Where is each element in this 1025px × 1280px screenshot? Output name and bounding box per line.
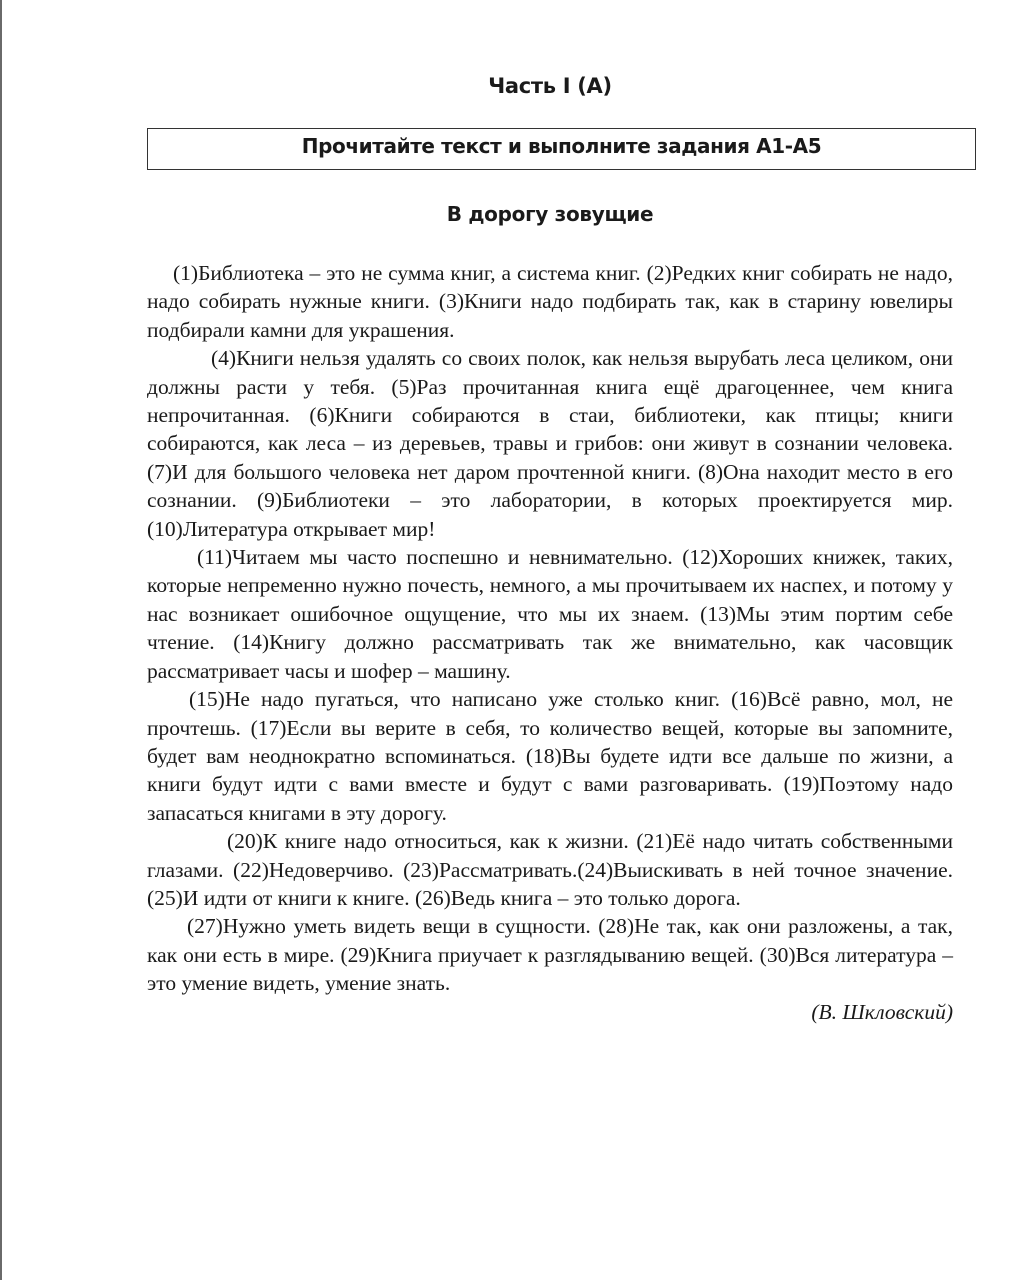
page-left-edge	[0, 0, 2, 1280]
part-title: Часть I (А)	[488, 74, 612, 98]
author-signature: (В. Шкловский)	[811, 999, 953, 1024]
task-instruction-box: Прочитайте текст и выполните задания А1-А5	[147, 128, 976, 170]
paragraph-6: (27)Нужно уметь видеть вещи в сущности. (28)Не так, как они разложены, а так, как они есть в мире. (29)Книга приучает к разглядыванию вещей. (30)Вся литература – это умение видеть, умение знать.	[147, 914, 953, 996]
paragraph-5: (20)К книге надо относиться, как к жизни. (21)Её надо читать собственными глазами. (22)Недоверчиво. (23)Рассматривать.(24)Выискивать в ней точное значение. (25)И идти от книги к книге. (26)Ведь книга – это только дорога.	[147, 829, 953, 910]
paragraph-2: (4)Книги нельзя удалять со своих полок, как нельзя вырубать леса целиком, они должны расти у тебя. (5)Раз прочитанная книга ещё драгоценнее, чем книга непрочитанная. (6)Книги собираются в стаи, библиотеки, как птицы; книги собираются, как леса – из деревьев, травы и грибов: они живут в сознании человека. (7)И для большого человека нет даром прочтенной книги. (8)Она находит место в его сознании. (9)Библиотеки – это лаборатории, в которых проектируется мир. (10)Литература открывает мир!	[147, 346, 953, 541]
text-body	[147, 259, 953, 1026]
paragraph-4: (15)Не надо пугаться, что написано уже столько книг. (16)Всё равно, мол, не прочтешь. (17)Если вы верите в себя, то количество вещей, которые вы запомните, будет вам неоднократно вспоминаться. (18)Вы будете идти все дальше по жизни, а книги будут идти с вами вместе и будут с вами разговаривать. (19)Поэтому надо запасаться книгами в эту дорогу.	[147, 687, 953, 825]
text-title: В дорогу зовущие	[446, 202, 654, 226]
paragraph-3: (11)Читаем мы часто поспешно и невнимательно. (12)Хороших книжек, таких, которые непременно нужно почесть, немного, а мы прочитываем их наспех, и потому у нас возникает ошибочное ощущение, что мы их знаем. (13)Мы этим портим себе чтение. (14)Книгу должно рассматривать так же внимательно, как часовщик рассматривает часы и шофер – машину.	[147, 545, 953, 683]
paragraph-1: (1)Библиотека – это не сумма книг, а система книг. (2)Редких книг собирать не надо, надо собирать нужные книги. (3)Книги надо подбирать так, как в старину ювелиры подбирали камни для украшения.	[147, 261, 953, 342]
